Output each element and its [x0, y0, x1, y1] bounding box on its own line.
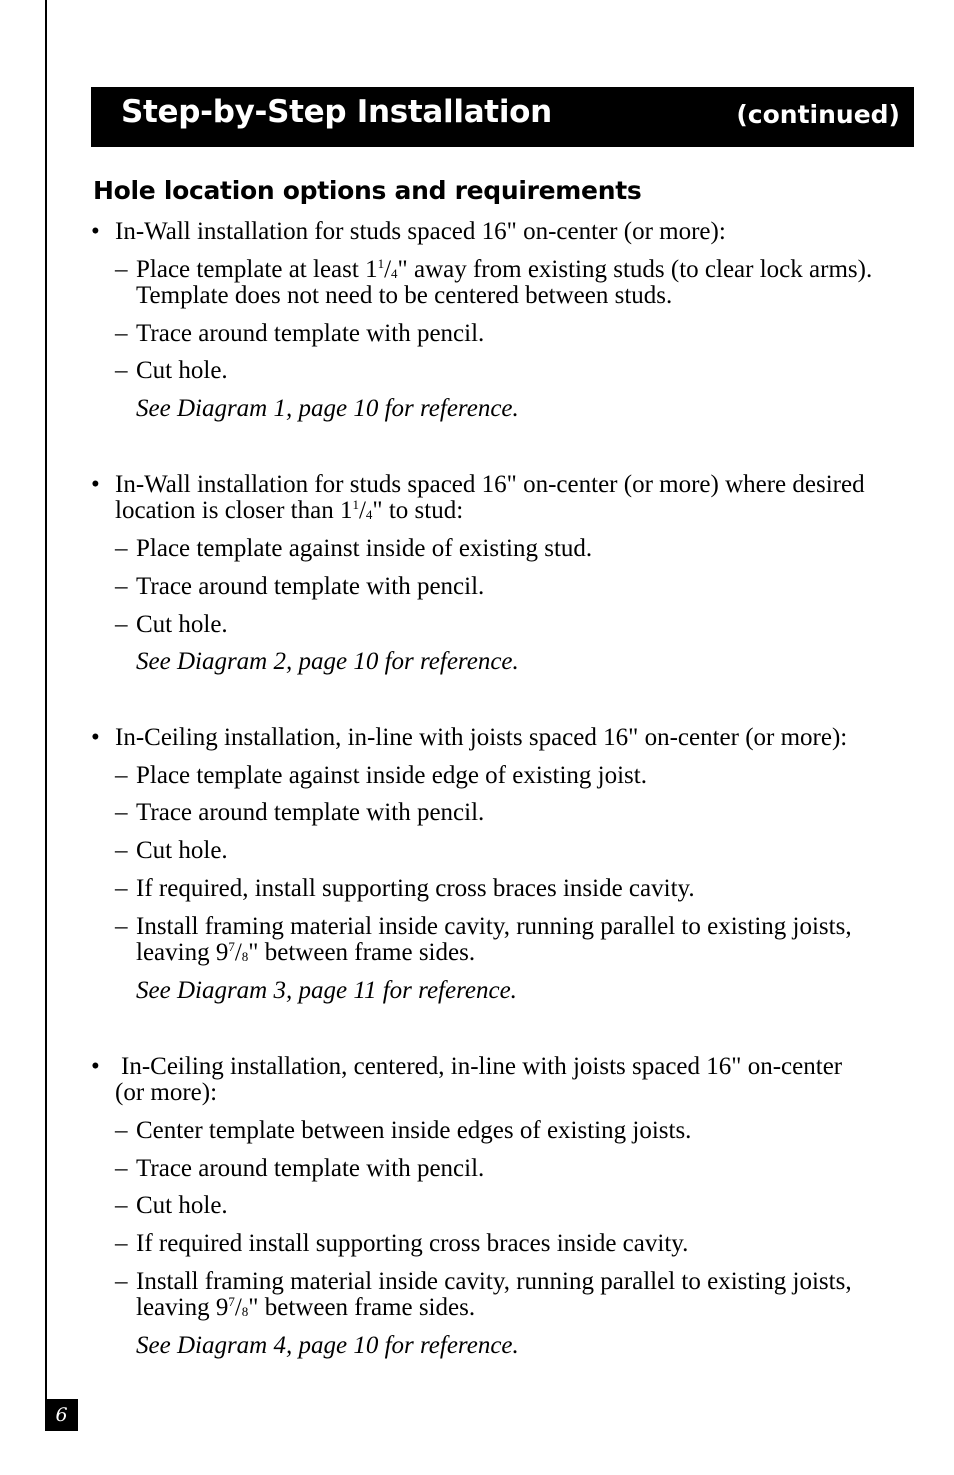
step-text: If required install supporting cross braces inside cavity.	[136, 1230, 689, 1257]
group-intro: In-Wall installation for studs spaced 16" on-center (or more) where desired	[115, 471, 865, 498]
fraction-numerator: 1	[377, 256, 385, 271]
fraction-denominator: 8	[241, 949, 249, 964]
fraction-denominator: 4	[365, 507, 373, 522]
dash-marker: –	[115, 573, 128, 600]
bullet-marker: •	[91, 471, 100, 498]
continued-label: (continued)	[736, 100, 900, 129]
dash-marker: –	[115, 762, 128, 789]
step-text: Cut hole.	[136, 611, 228, 638]
fraction-numerator: 7	[228, 1294, 235, 1309]
bullet-marker: •	[91, 218, 100, 245]
dash-marker: –	[115, 611, 128, 638]
group-intro: In-Wall installation for studs spaced 16" on-center (or more):	[115, 218, 726, 245]
step-text-continued: leaving $9^7/_8$" between frame sides.	[136, 939, 476, 966]
step-text: Trace around template with pencil.	[136, 320, 485, 347]
step-text: Install framing material inside cavity, running parallel to existing joists,	[136, 913, 852, 940]
group-intro: In-Ceiling installation, centered, in-line with joists spaced 16" on-center	[121, 1053, 843, 1080]
fraction-denominator: 8	[241, 1304, 249, 1319]
step-text: Place template against inside edge of existing joist.	[136, 762, 647, 789]
dash-marker: –	[115, 1268, 128, 1295]
diagram-reference: See Diagram 3, page 11 for reference.	[136, 977, 517, 1004]
diagram-reference: See Diagram 2, page 10 for reference.	[136, 648, 519, 675]
fraction-numerator: 7	[228, 939, 235, 954]
group-intro: In-Ceiling installation, in-line with joists spaced 16" on-center (or more):	[115, 724, 848, 751]
dash-marker: –	[115, 1155, 128, 1182]
diagram-reference: See Diagram 1, page 10 for reference.	[136, 395, 519, 422]
fraction-numerator: 1	[352, 497, 359, 512]
dash-marker: –	[115, 357, 128, 384]
step-text: Trace around template with pencil.	[136, 573, 485, 600]
section-heading: Hole location options and requirements	[93, 176, 642, 205]
step-text: Place template against inside of existing stud.	[136, 535, 593, 562]
fraction-denominator: 4	[391, 266, 398, 281]
dash-marker: –	[115, 875, 128, 902]
group-intro-continued: (or more):	[115, 1079, 218, 1106]
step-text: Cut hole.	[136, 1192, 228, 1219]
step-text: Center template between inside edges of existing joists.	[136, 1117, 692, 1144]
bullet-marker: •	[91, 724, 100, 751]
step-text: Cut hole.	[136, 837, 228, 864]
dash-marker: –	[115, 1117, 128, 1144]
dash-marker: –	[115, 913, 128, 940]
dash-marker: –	[115, 799, 128, 826]
step-text-continued: leaving $9^7/_8$" between frame sides.	[136, 1294, 476, 1321]
page-number: 6	[45, 1399, 78, 1431]
dash-marker: –	[115, 1230, 128, 1257]
step-text: Trace around template with pencil.	[136, 799, 485, 826]
step-text: Place template at least $1^1/_4$" away from existing studs (to clear lock arms).	[136, 256, 873, 283]
dash-marker: –	[115, 320, 128, 347]
step-text: Cut hole.	[136, 357, 228, 384]
page-margin-rule	[45, 0, 47, 1402]
dash-marker: –	[115, 837, 128, 864]
dash-marker: –	[115, 535, 128, 562]
dash-marker: –	[115, 1192, 128, 1219]
page-title: Step-by-Step Installation	[121, 94, 552, 130]
section-header-bar	[91, 87, 914, 147]
step-text-continued: Template does not need to be centered between studs.	[136, 282, 673, 309]
step-text: If required, install supporting cross braces inside cavity.	[136, 875, 695, 902]
dash-marker: –	[115, 256, 128, 283]
diagram-reference: See Diagram 4, page 10 for reference.	[136, 1332, 519, 1359]
step-text: Install framing material inside cavity, running parallel to existing joists,	[136, 1268, 852, 1295]
group-intro-continued: location is closer than $1^1/_4$" to stud:	[115, 497, 464, 524]
bullet-marker: •	[91, 1053, 100, 1080]
step-text: Trace around template with pencil.	[136, 1155, 485, 1182]
